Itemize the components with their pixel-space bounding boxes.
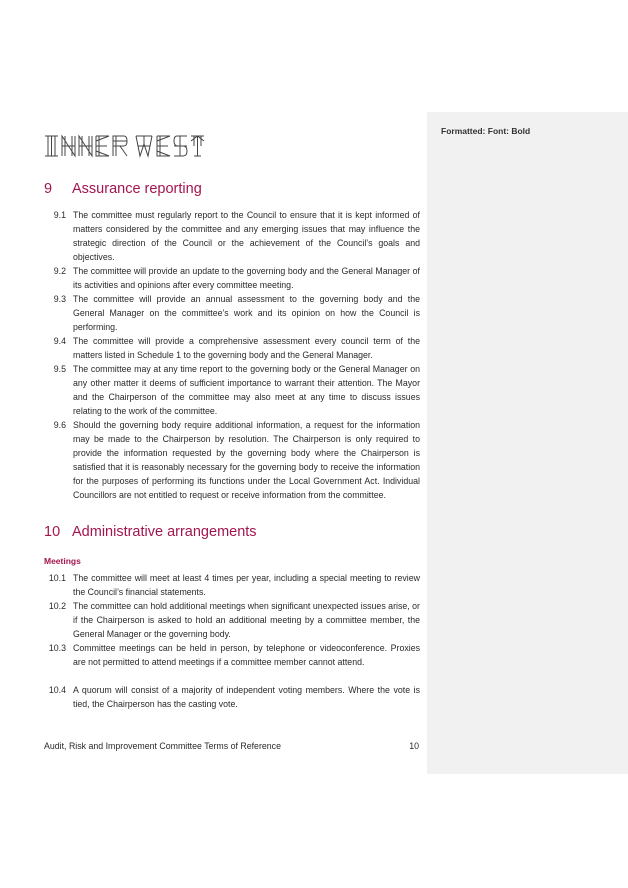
clause-9-3 [44,292,420,334]
clause-9-5 [44,362,420,418]
clause-9-1 [44,208,420,264]
clause-text: The committee will provide an annual assessment to the governing body and the General Manager on the committee’s work and its opinion on how the Council is performing. [73,294,420,332]
clause-text: Should the governing body require additional information, a request for the information may be made to the Chairperson by resolution. The Chairperson is only required to provide the information requested by the governing body where the Chairperson is satisfied that it is reasonably necessary for the governing body to receive the information for the purposes of performing its functions under the Local Government Act. Individual Councillors are not entitled to request or receive information from the committee. [73,420,420,500]
clause-text: The committee will meet at least 4 times per year, including a special meeting to review the Council’s financial statements. [73,573,420,597]
clause-number: 10.2 [48,601,66,611]
clause-number: 9.4 [53,336,66,346]
section-9-number: 9 [44,181,53,197]
clause-text: The committee will provide a comprehensive assessment every council term of the matters listed in Schedule 1 to the governing body and the General Manager. [73,336,420,360]
clause-text: A quorum will consist of a majority of independent voting members. Where the vote is tied, the Chairperson has the casting vote. [73,685,420,709]
clause-text: Committee meetings can be held in person, by telephone or videoconference. Proxies are not permitted to attend meetings if a committee member cannot attend. [73,643,420,667]
clause-10-3 [44,641,420,669]
comment-pane [427,112,628,774]
clause-number: 9.5 [53,364,66,374]
clause-number: 9.1 [53,210,66,220]
clause-text: The committee can hold additional meetings when significant unexpected issues arise, or if the Chairperson is asked to hold an additional meeting by a committee member, the General Manager or the governing body. [73,601,420,639]
clause-number: 10.1 [48,573,66,583]
clause-text: The committee may at any time report to the governing body or the General Manager on any other matter it deems of sufficient importance to warrant their attention. The Mayor and the Chairperson of the committee may also meet at any time to discuss issues relating to the work of the committee. [73,364,420,416]
logo-text [44,133,222,159]
footer-page-number: 10 [409,741,419,751]
clause-number: 9.3 [53,294,66,304]
clause-10-4 [44,683,420,711]
comment-label: Formatted: Font: Bold [441,126,531,136]
footer-document-title: Audit, Risk and Improvement Committee Terms of Reference [44,741,281,751]
clause-10-2 [44,599,420,641]
clause-number: 9.2 [53,266,66,276]
section-9-title: Assurance reporting [72,181,202,197]
clause-number: 10.4 [48,685,66,695]
clause-number: 9.6 [53,420,66,430]
section-10-title: Administrative arrangements [72,524,257,540]
clause-text: The committee must regularly report to the Council to ensure that it is kept informed of matters considered by the committee and any emerging issues that may influence the strategic direction of the Council or the achievement of the Council’s goals and objectives. [73,210,420,262]
clause-10-1 [44,571,420,599]
meetings-subheading: Meetings [44,556,81,566]
section-10-number: 10 [44,524,61,540]
clause-9-2 [44,264,420,292]
clause-number: 10.3 [48,643,66,653]
clause-9-4 [44,334,420,362]
inner-west-logo [44,133,224,164]
clause-text: The committee will provide an update to the governing body and the General Manager of its activities and opinions after every committee meeting. [73,266,420,290]
clause-9-6 [44,418,420,502]
